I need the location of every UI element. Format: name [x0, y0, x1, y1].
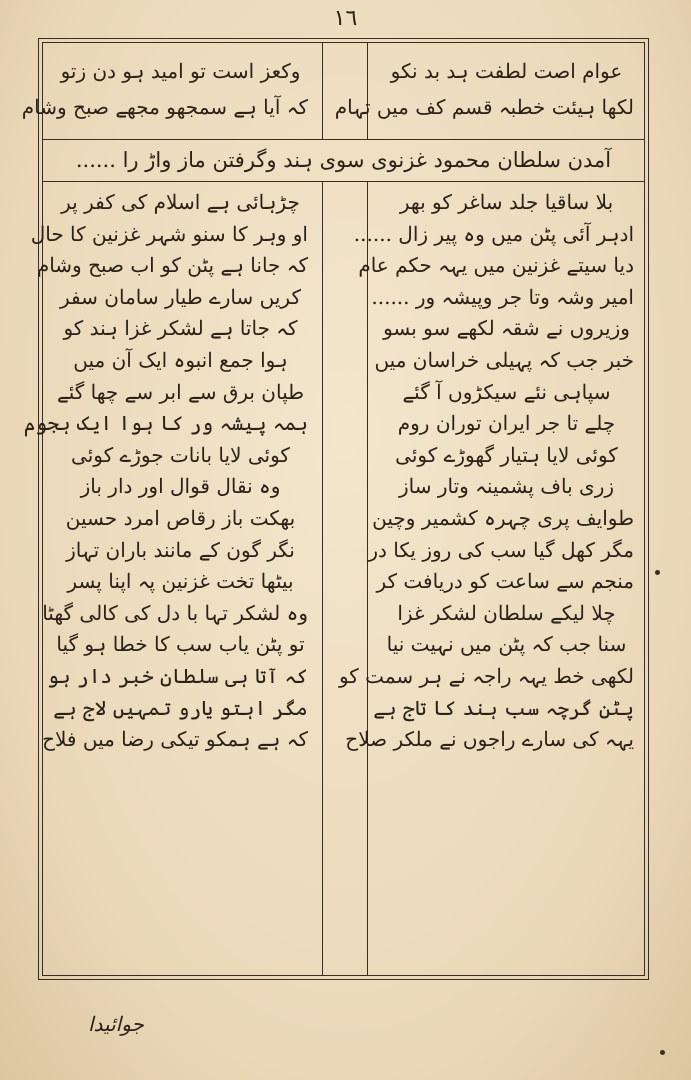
verse-line: منجم سے ساعت کو دریافت کر	[376, 569, 634, 594]
verse-line: خبر جب کہ پہیلی خراسان میں	[374, 347, 634, 372]
verse-line: چلا لیکے سلطان لشکر غزا	[397, 600, 616, 625]
verse-line: کہ آیا ہے سمجھو مجھے صبح وشام	[21, 95, 308, 119]
section-title: آمدن سلطان محمود غزنوی سوی ہند وگرفتن ماز واڑ را ......	[43, 139, 644, 182]
verse-line: کریں سارے طیار سامان سفر	[60, 284, 301, 309]
verse-line: پٹن گرچہ سب ہند کا تاج ہے	[373, 695, 634, 720]
verse-line: نگر گون کے مانند باران تہاز	[66, 537, 295, 562]
verse-line: کوئی لایا ہتیار گھوڑے کوئی	[395, 442, 618, 467]
ink-speck	[660, 1050, 665, 1055]
verse-line: وہ نقال قوال اور دار باز	[80, 474, 281, 499]
verse-line: بیٹھا تخت غزنین پہ اپنا پسر	[67, 569, 294, 594]
verse-line: کہ جانا ہے پٹن کو اب صبح وشام	[36, 253, 308, 278]
verse-line: کہ ہے ہمکو تیکی رضا میں فلاح	[42, 727, 308, 752]
verse-line: وزیروں نے شقہ لکھے سو بسو	[383, 316, 630, 341]
verse-line: بھکت باز رقاص امرد حسین	[65, 505, 296, 530]
verse-line: دیا سیتے غزنین میں یہہ حکم عام	[358, 253, 634, 278]
catchword-signature: جوائیدا	[88, 1012, 144, 1036]
verse-line: سنا جب کہ پٹن میں نہیت نیا	[386, 632, 627, 657]
verse-line: بلا ساقیا جلد ساغر کو بھر	[399, 190, 614, 214]
column-gutter	[322, 181, 368, 975]
verse-line: چڑہائی ہے اسلام کی کفر پر	[61, 190, 300, 214]
verse-line: چلے تا جر ایران توران روم	[397, 411, 616, 436]
right-verse-column	[338, 187, 634, 969]
verse-line: لکھی خط یہہ راجہ نے ہر سمت کو	[338, 663, 634, 688]
verse-line: مگر کھل گیا سب کی روز یکا در	[368, 537, 634, 562]
verse-line: وکعز است تو امید ہو دن زتو	[60, 59, 301, 83]
top-right-verse	[334, 53, 634, 125]
page-number: ١٦	[333, 6, 358, 31]
top-left-verse	[21, 53, 308, 125]
verse-line: امیر وشہ وتا جر وپیشہ ور ......	[371, 284, 634, 309]
top-couplet-row	[21, 43, 644, 140]
verse-line: عوام اصت لطفت ہد بد نکو	[390, 59, 623, 83]
verse-frame	[21, 38, 649, 980]
verse-line: کہ جاتا ہے لشکر غزا ہند کو	[63, 316, 298, 341]
verse-line: کوئی لایا بانات جوڑے کوئی	[71, 442, 290, 467]
verse-line: مگر اہتو یارو تمہیں لاج ہے	[53, 695, 308, 720]
verse-body	[23, 181, 644, 975]
verse-line: وہ لشکر تہا با دل کی کالی گھٹا	[42, 600, 308, 625]
left-verse-column	[23, 187, 308, 969]
verse-line: سپاہی نئے سیکڑوں آ گئے	[402, 379, 611, 404]
verse-line: زری باف پشمینہ وتار ساز	[398, 474, 615, 499]
ink-speck	[655, 570, 660, 575]
verse-line: طوایف پری چہرہ کشمیر وچین	[372, 505, 634, 530]
verse-line: ادہر آئی پٹن میں وہ پیر زال ......	[353, 221, 634, 246]
verse-line: ہوا جمع انبوہ ایک آن میں	[73, 347, 288, 372]
verse-line: کہ آتا ہی سلطان خبر دار ہو	[47, 663, 308, 688]
verse-line: تو پٹن یاب سب کا خطا ہو گیا	[56, 632, 305, 657]
verse-line: او وہر کا سنو شہر غزنین کا حال	[30, 221, 308, 246]
verse-line: یہہ کی سارے راجوں نے ملکر صلاح	[345, 727, 634, 752]
verse-line: ہمہ پیشہ ور کا ہوا ایک ہجوم	[23, 411, 308, 436]
verse-line: طپان برق سے ابر سے چھا گئے	[56, 379, 305, 404]
verse-line: لکھا ہیئت خطبہ قسم کف میں تہام	[334, 95, 634, 119]
